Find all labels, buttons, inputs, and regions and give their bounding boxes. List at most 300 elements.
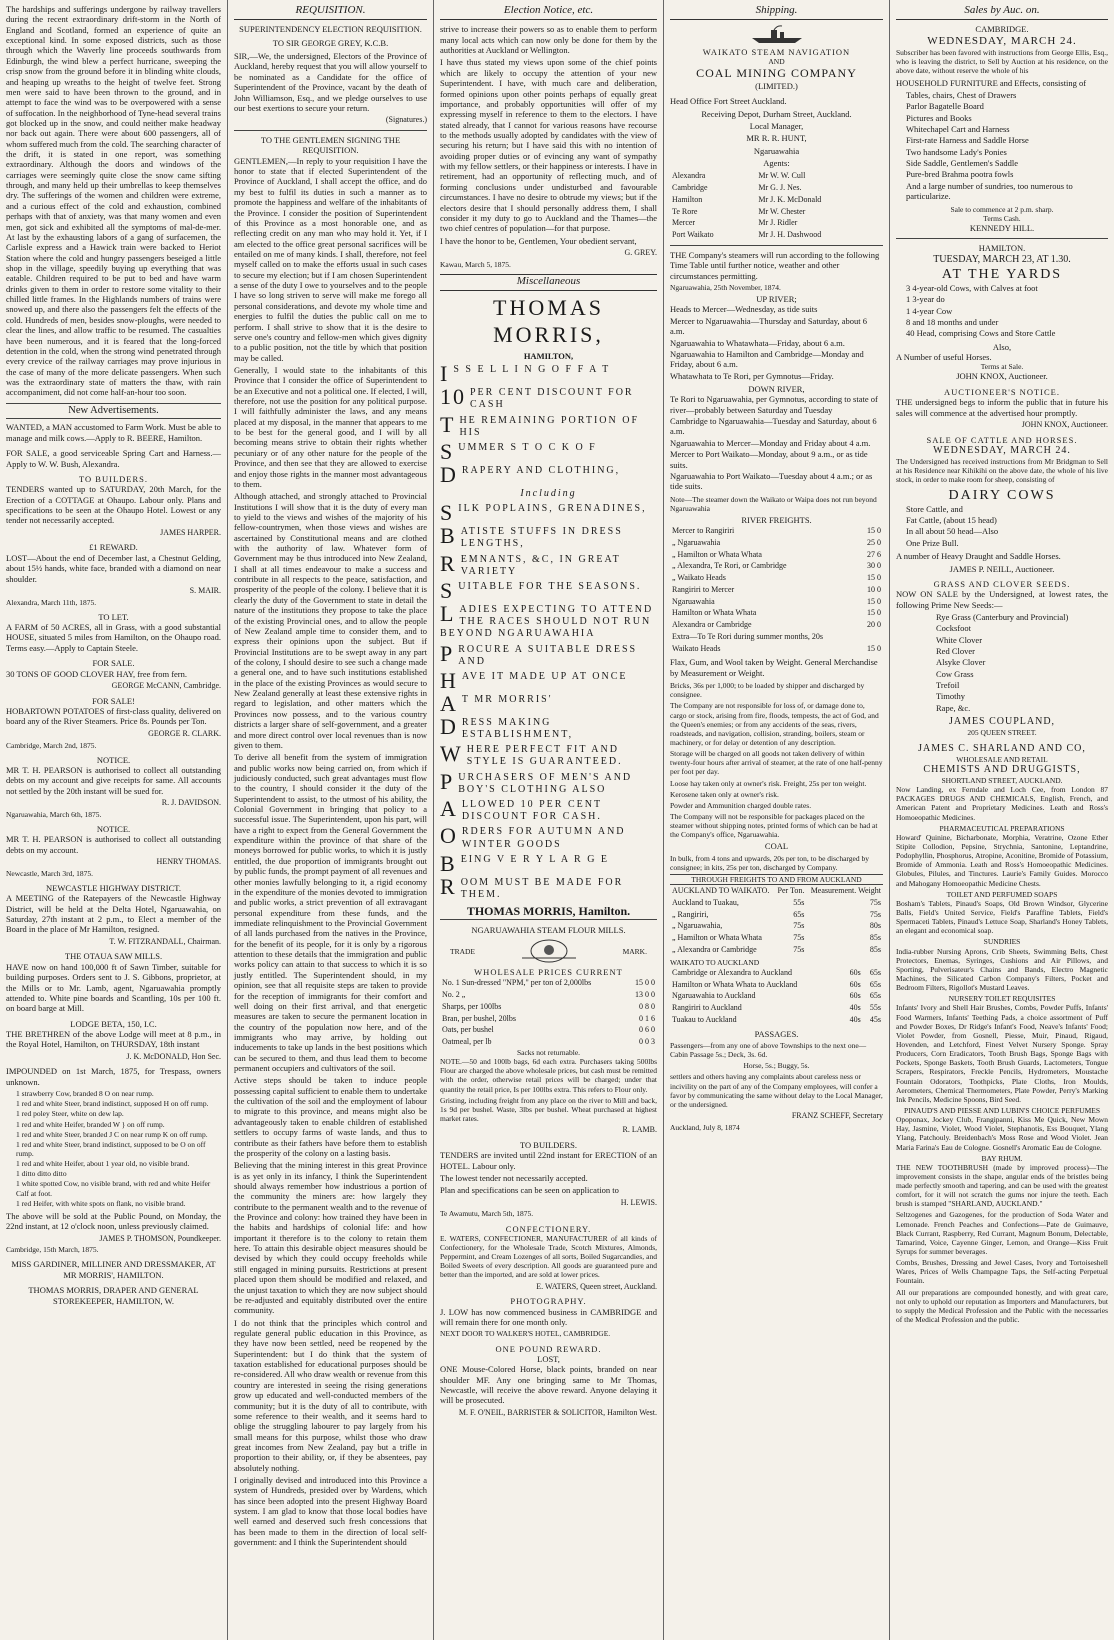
morris-line-text: HERE PERFECT FIT AND STYLE IS GUARANTEED. — [466, 744, 623, 768]
list-item: Heads to Mercer—Wednesday, as tide suits — [670, 304, 818, 315]
morris-line-text: ATISTE STUFFS IN DRESS LENGTHS, — [460, 526, 623, 550]
forsale3-title: FOR SALE! — [92, 695, 135, 706]
morris-line-text: ILK POPLAINS, GRENADINES, — [458, 503, 647, 515]
builders2-text: TENDERS are invited until 22nd instant for ERECTION of an HOTEL. Labour only. — [440, 1150, 657, 1171]
sale2-also: Also, — [992, 341, 1012, 352]
sale-cattle-horses — [896, 435, 1108, 574]
prices-table — [440, 977, 657, 1048]
drop-cap: P — [440, 768, 455, 794]
ad-sharland — [896, 743, 1108, 1325]
trade-label: TRADE — [450, 946, 475, 956]
sale2-date: TUESDAY, MARCH 23, AT 1.30. — [933, 253, 1071, 265]
table-row: Ngaruawahia to Auckland 60s 65s — [672, 991, 881, 1001]
table-row: „ Hamilton or Whata Whata 75s 85s — [672, 933, 881, 943]
list-item: Ngaruawahia to Mercer—Monday and Friday about 4 a.m. — [670, 437, 871, 448]
company-and: AND — [768, 57, 785, 67]
list-item: Whitechapel Cart and Harness — [906, 124, 1010, 135]
table-row: Bran, per bushel, 20lbs 0 1 6 — [442, 1013, 655, 1023]
list-item: 1 ditto ditto ditto — [16, 1169, 67, 1179]
complaints-signature: FRANZ SCHEFF, Secretary — [791, 1110, 883, 1120]
sale2-auctioneer: JOHN KNOX, Auctioneer. — [956, 371, 1048, 382]
bay-text-3: Combs, Brushes, Dressing and Jewel Cases, Ivory and Tortoiseshell Wares, Prices of Wells Champagne Taps, the Self-acting Perpetual Fountain. — [896, 1258, 1108, 1286]
manager-place: Ngaruawahia — [753, 145, 800, 156]
ad-for-sale-potatoes — [6, 696, 221, 750]
reply-title: TO THE GENTLEMEN SIGNING THE REQUISITION. — [260, 135, 401, 156]
powder-note: Powder and Ammunition charged double rates. — [670, 800, 812, 810]
sale1-list — [896, 90, 1108, 202]
drop-cap: D — [440, 713, 458, 739]
table-row: Ngaruawahia 15 0 — [672, 596, 881, 606]
through-table — [670, 885, 883, 956]
morris-line-text: T MR MORRIS' — [461, 693, 553, 705]
list-item: Red Clover — [936, 646, 975, 657]
mill-trademark — [450, 938, 647, 964]
gum-note: Flax, Gum, and Wool taken by Weight. General Merchandise by Measurement or Weight. — [670, 657, 878, 678]
sale3-more: A number of Heavy Draught and Saddle Horses. — [896, 551, 1061, 562]
ad-gardiner: MISS GARDINER, MILLINER AND DRESSMAKER, AT MR MORRIS', HAMILTON. — [11, 1259, 216, 1280]
morris-title: THOMAS MORRIS, — [493, 295, 604, 348]
reward-title: £1 REWARD. — [89, 542, 138, 553]
column-4-label: Shipping. — [670, 4, 883, 20]
builders-signature: JAMES HARPER. — [160, 527, 221, 537]
list-item: 3 4-year-old Cows, with Calves at foot — [906, 282, 1038, 293]
sharland-text: Now Landing, ex Ferndale and Loch Cee, from London 87 PACKAGES DRUGS AND CHEMICALS, English, French, and American Patent and Proprietary Medicines. Leath and Ross's Homoeopathic Medicines. — [896, 785, 1108, 822]
morris-line-text: RESS MAKING ESTABLISHMENT, — [461, 716, 574, 741]
tolet-text: A FARM of 50 ACRES, all in Grass, with a good substantial HOUSE, situated 5 miles from Hamilton, on the Ohaupo road. Terms easy.—Apply to Captain Steele. — [6, 622, 221, 653]
nursery-text: Infants' Ivory and Shell Hair Brushes, Combs, Powder Puffs, Infants' Food Warmers, Infants' Teething Pads, a choice assortment of Puff and Powder Boxes, Dr Ridge's Infant's Food, Neave's Infants' Food; Violet Powder, from Gosnell, Piesse, Muir, Pinaud, Rigaud, Hovenden, and Letchford, Finest Velvet Nursery Sponge. Spray Producers, Corn Eradicators, Tooth Brush Bags, Sponge Bags with Pockets, Sponge Baskets, Tooth Brush Guards, Lactometers, Tongue Scrapers, Respirators, Freckle Pencils, Hydrometers, Moustache Fountain Odorators, Toothpicks, Plate Cloths, Iron Moulds, Aerometers, Chemical Thermometers, Plate Powder, Perry's Marking Ink Pencils, Medicine Spoons, Bird Seed. — [896, 1003, 1108, 1104]
drop-cap: D — [440, 462, 458, 488]
list-item: In all about 50 head—Also — [906, 526, 999, 537]
morris-line — [440, 439, 657, 465]
railway-article — [6, 4, 221, 398]
bay-text-4: All our preparations are compounded honestly, and with great care, not only to uphold our reputation as Importers and Manufacturers, but to supply the Medical Profession and the Public with the necessaries of the Medical Profession and the public. — [896, 1287, 1108, 1325]
column-2-label: REQUISITION. — [234, 4, 427, 20]
company-header — [670, 24, 883, 91]
pound-signature: JAMES P. THOMSON, Poundkeeper. — [99, 1233, 221, 1243]
drop-cap: R — [440, 873, 457, 899]
ad-forsale-text: FOR SALE, a good serviceable Spring Cart and Harness.—Apply to W. W. Bush, Alexandra. — [6, 448, 221, 469]
reply-paragraph: Although attached, and strongly attached to Provincial Institutions I will show that it is the duty of every man to yield to the views and wishes of the majority of his fellow-countrymen, when those views and wishes are ascertained by Constitutional means and are clothed with the authority of law. Whatever form of Government may be thus introduced into New Zealand, I shall at all times endeavour to make a success and contribute in all respects to the peace, satisfaction, and prosperity of the people of the colony. I believe that it is clearly the duty of the Government to state in detail the nature of the institutions they propose to take the place of the existing Provincial ones, and to allow the people of New Zealand ample time to consider them, and to express their opinions upon the subject. But if Provincial Institutions are to be swept away in any part of the colony, I should desire to see such a change made a general one, and to have such institutions established in the place of the existing Provinces as would secure to New Zealand generally at least these extensive rights in regard to legislation, and other matters which the Provinces now possess, and to the various country districts a larger share of self-government, and a greater and more direct control over local revenues than is now given to them. — [234, 491, 427, 750]
continuation-close: I have the honor to be, Gentlemen, Your obedient servant, — [440, 235, 637, 246]
morris-line — [440, 600, 657, 641]
morris-line — [440, 690, 657, 716]
reply-paragraph: I originally devised and introduced into this Province a system of Hundreds, presided over by Wardens, which has since been adopted into the present Highway Board system. I am glad to know that those local bodies have well earned and deserved such fresh concessions that has been made to them in the direction of local self-government: and I think the Superintendent should — [234, 1475, 427, 1548]
list-item: 1 red Heifer, with white spots on flank, no visible brand. — [16, 1198, 186, 1208]
lost-signature: M. F. O'NEIL, BARRISTER & SOLICITOR, Hamilton West. — [458, 1407, 657, 1417]
list-item: 8 and 18 months and under — [906, 316, 999, 327]
ad-one-pound-reward — [440, 1344, 657, 1418]
table-row: Hamilton or Whata Whata 15 0 — [672, 608, 881, 618]
morris-line — [440, 667, 657, 693]
forsale2-text: 30 TONS OF GOOD CLOVER HAY, free from fern. — [6, 668, 188, 679]
table-row: Cambridge or Alexandra to Auckland 60s 65s — [672, 967, 881, 977]
sawmills-title: THE OTAUA SAW MILLS. — [64, 951, 163, 962]
column-5 — [890, 0, 1114, 1640]
table-row: „ Rangiriri, 65s 75s — [672, 909, 881, 919]
notice2-signature: HENRY THOMAS. — [156, 857, 221, 867]
list-item: 1 red and white Steer, branded J C on near rump K on off rump. — [16, 1129, 208, 1139]
sale3-date: WEDNESDAY, MARCH 24. — [933, 445, 1071, 457]
drop-cap: I — [440, 361, 450, 387]
reward-date: Alexandra, March 11th, 1875. — [6, 597, 97, 607]
notice2-text: MR T. H. PEARSON is authorised to collect all outstanding debts on my account. — [6, 834, 221, 855]
ad-notice-1 — [6, 755, 221, 819]
list-item: Ngaruawahia to Hamilton and Cambridge—Monday and Friday, about 6 a.m. — [670, 348, 864, 370]
seeds-list — [896, 612, 1108, 713]
list-item: 1 3-year do — [906, 294, 945, 305]
up-river-list — [670, 304, 883, 381]
morris-line-text: UITABLE FOR THE SEASONS. — [458, 580, 642, 592]
list-item: 1 red and white Heifer, branded W } on off rump. — [16, 1119, 165, 1129]
receiving-depot: Receiving Depot, Durham Street, Auckland. — [701, 108, 852, 119]
ad-saw-mills — [6, 951, 221, 1013]
passages-text: Passengers—from any one of above Townships to the next one—Cabin Passage 5s.; Deck, 3s. 6d. — [670, 1040, 867, 1060]
agents-label: Agents: — [763, 158, 790, 169]
morris-line-text: PER CENT DISCOUNT FOR CASH — [470, 387, 634, 411]
ad-for-sale-cart — [6, 448, 221, 469]
column-2 — [228, 0, 434, 1640]
list-item: Mercer to Port Waikato—Monday, about 9 a.m., or as tide suits. — [670, 449, 868, 470]
list-item: Ngaruawahia to Port Waikato—Tuesday about 4 a.m.; or as tide suits. — [670, 470, 873, 492]
drop-cap: A — [440, 796, 458, 822]
pound-reward-title: ONE POUND REWARD. — [495, 1343, 602, 1354]
drop-cap: B — [440, 850, 457, 876]
list-item: Two handsome Lady's Ponies — [906, 146, 1007, 157]
table-row: „ Ngaruawahia, 75s 80s — [672, 921, 881, 931]
divider — [234, 130, 427, 131]
sale2-list — [896, 283, 1108, 339]
list-item: Alsyke Clover — [936, 657, 986, 668]
morris-line-text: LLOWED 10 PER CENT DISCOUNT FOR CASH. — [461, 799, 602, 823]
tolet-title: TO LET. — [98, 611, 129, 622]
ad-reward — [6, 542, 221, 606]
down-river-list — [670, 394, 883, 491]
freights-title: RIVER FREIGHTS. — [741, 514, 812, 525]
down-river-title: DOWN RIVER, — [748, 384, 805, 394]
sharland-title: JAMES C. SHARLAND AND CO, — [918, 742, 1086, 754]
ad-to-let — [6, 612, 221, 653]
sale1-time: Sale to commence at 2 p.m. sharp. — [950, 204, 1054, 214]
morris-line-text: ROCURE A SUITABLE DRESS AND — [458, 643, 638, 667]
morris-line-text: OOM MUST BE MADE FOR THEM. — [460, 876, 624, 900]
list-item: And a large number of sundries, too numerous to particularize. — [906, 180, 1073, 202]
passages-title: PASSAGES. — [754, 1028, 799, 1039]
sale2-horses: A Number of useful Horses. — [896, 351, 992, 362]
highway-title: NEWCASTLE HIGHWAY DISTRICT. — [46, 882, 181, 893]
drop-cap: B — [440, 523, 457, 549]
storage-note: Storage will be charged on all goods not taken delivery of within twenty-four hours after arrival of steamer, at the rate of one half-penny per foot per day. — [670, 749, 883, 777]
table-row: Rangiriri to Mercer 10 0 — [672, 584, 881, 594]
table-row: Te Rore Mr W. Chester — [672, 206, 806, 216]
confectionery-text: E. WATERS, CONFECTIONER, MANUFACTURER of all kinds of Confectionery, for the Wholesale Trade, Scotch Mixtures, Almonds, Peppermint, and Cream Lozenges of all sorts, Boiled Sugarcandies, and Boiled Sweets of every description. All goods are guaranteed pure and better than the imported, and are sold at lower prices. — [440, 1233, 657, 1280]
reply-paragraph: To derive all benefit from the system of immigration and public works now being carried on, from which if judiciously conducted, such great advantages must flow to the country, I should consider it the duty of the Superintendent to assist, to the utmost of his ability, the Colonial Government in bringing that policy to a successful issue. The Superintendent, upon his part, will have a right to expect from the General Government the expenditure within the province of that share of the moneys borrowed for public works, to which it is justly entitled, the due proportion of immigrants brought out by public funds, the prompt payment of all revenues and other monies lawfully belonging to it, a rigid economy in the expenditure of the monies devoted to immigration and public works, a strict prevention of all extravagant personal expenditure from these funds, and the immediate relinquishment to the Provincial Government of all lands purchased from the natives in the Province, for the benefit of its people, for it is only by a rigorous attention to these details that the immigration and public works policy can attain to that success to which it is so justly entitled. The Superintendent should, in my opinion, see that all requisite steps are taken to provide for the reception of immigrants for their comfort and well doing on their first arrival, and that energetic measures are taken to secure the permanent location in the country of the population now here, and of the immigrants who may arrive, by holding out inducements to take up lands in the best positions which can be secured to them, and thus lead them to become permanent occupiers and cultivators of the soil. — [234, 752, 427, 1074]
table-row: Extra—To Te Rori during summer months, 20s — [672, 631, 823, 641]
list-item: Store Cattle, and — [906, 503, 963, 514]
continuation-date: Kawau, March 5, 1875. — [440, 259, 511, 269]
morris-line-text: UMMER S T O C K O F — [458, 442, 597, 454]
lost-title: LOST, — [537, 1353, 560, 1364]
seeds-signature: JAMES COUPLAND, — [948, 716, 1056, 728]
list-item: 1 red and white Steer, brand indistinct, supposed to be O on off rump. — [16, 1139, 206, 1159]
drop-cap: 10 — [440, 384, 466, 410]
requisition-to: TO SIR GEORGE GREY, K.C.B. — [272, 37, 389, 48]
forsale3-date: Cambridge, March 2nd, 1875. — [6, 740, 97, 750]
table-row: Hamilton or Whata Whata to Auckland 60s 65s — [672, 979, 881, 989]
auctioneers-notice — [896, 387, 1108, 430]
table-row: „ Alexandra, Te Rori, or Cambridge 30 0 — [672, 561, 881, 571]
table-row: Port Waikato Mr J. H. Dashwood — [672, 230, 822, 240]
morris-line-text: HE REMAINING PORTION OF HIS — [459, 414, 640, 438]
ad-highway — [6, 883, 221, 947]
reply-paragraph: Believing that the mining interest in this great Province is as yet only in its infancy, I think the Superintendent should always remember how industrious a portion of the community the miners are: how largely they contribute to the permanent wealth and to the revenue of the Province and colony: how trained they have been in the habits and hardships of colonial life: and how important it therefore is to the colony to retain them here. To attain this desirable object measures should be devised by which they could occupy freeholds while still engaged in mining pursuits. Restrictions at present placed upon them should be modified and relaxed, and the unjust taxation to which they are now subject should be re-adjusted and equitably distributed over the entire community. — [234, 1160, 427, 1316]
table-row: Auckland to Tuakau, 55s 75s — [672, 897, 881, 907]
seeds-address: 205 QUEEN STREET. — [967, 728, 1037, 738]
bay-text: THE NEW TOOTHBRUSH (made by improved process)—The improvement consists in the shape, angular ends of the bristles being made perfectly smooth and tapering, and can be used with the greatest comfort, for it will not scratch the gums nor injure the teeth. Each brush is stamped "SHARLAND, AUCKLAND." — [896, 1162, 1108, 1209]
toilet-text: Bosham's Tablets, Pinaud's Soaps, Old Brown Windsor, Glycerine Balls, Field's United Service, Field's Paraffine Tablets, Field's Spermaceti Tablets, Pinaud's Lettuce Soap, Sharland's Honey Tablets, an elegant and economical soap. — [896, 898, 1108, 936]
bay-title: BAY RHUM. — [981, 1153, 1023, 1163]
table-row: Oats, per bushel 0 6 0 — [442, 1025, 655, 1035]
forsale3-signature: GEORGE R. CLARK. — [148, 728, 221, 738]
company-title-2: COAL MINING COMPANY — [696, 66, 857, 81]
waikato-to-auckland-title: WAIKATO TO AUCKLAND — [670, 957, 760, 967]
list-item: Cocksfoot — [936, 623, 971, 634]
drop-cap: S — [440, 577, 455, 603]
toilet-title: TOILET AND PERFUMED SOAPS — [946, 889, 1058, 899]
sale3-text: The Undersigned has received instructions from Mr Bridgman to Sell at his Residence near Kihikihi on the above date, the whole of his live stock, in order to make room for sheep, consisting of — [896, 457, 1108, 485]
passages-text-2: Horse, 5s.; Buggy, 5s. — [743, 1061, 810, 1071]
ad-builders-hotel — [440, 1140, 657, 1219]
drop-cap: O — [440, 823, 458, 849]
morris-line-text: RDERS FOR AUTUMN AND WINTER GOODS — [461, 826, 626, 850]
reply-paragraph: I do not think that the principles which control and regulate general public education in this Province, as they have now been settled, need be reopened by the Superintendent: but I do think that the system of taxation established for educational purposes should be re-considered. All who draw wealth or revenue from this country are interested in seeing the rising generations grow up educated and well-conducted members of the community; but it is the duty of all to contribute, with some reference to their wealth, and it seems hard to oblige the struggling labourer to pay largely from his small means for this purpose, whilst those who draw great incomes from New Zealand, pay but a trifle in proportion to their ability, or, if they be absentees, pay absolutely nothing. — [234, 1317, 427, 1473]
list-item: Fat Cattle, (about 15 head) — [906, 515, 997, 526]
mill-signature: R. LAMB. — [622, 1125, 657, 1135]
morris-line — [440, 523, 657, 550]
notice2-date: Newcastle, March 3rd, 1875. — [6, 868, 94, 878]
column-3 — [434, 0, 664, 1640]
through-title: THROUGH FREIGHTS TO AND FROM AUCKLAND — [670, 874, 883, 885]
manager-name: MR R. R. HUNT, — [746, 133, 807, 144]
column-4 — [664, 0, 890, 1640]
morris-line-text: EMNANTS, &C, IN GREAT VARIETY — [460, 553, 621, 577]
morris-line-text: URCHASERS OF MEN'S AND BOY'S CLOTHING ALSO — [458, 771, 633, 795]
sale3-signature: JAMES P. NEILL, Auctioneer. — [949, 563, 1055, 574]
ad-confectionery — [440, 1224, 657, 1292]
prices-title: WHOLESALE PRICES CURRENT — [474, 967, 623, 978]
schedule-note: THE Company's steamers will run according to the following Time Table until further notice, weather and other circumstances permitting. — [670, 249, 880, 281]
builders-text: TENDERS wanted up to SATURDAY, 20th March, for the Erection of a COTTAGE at Ohaupo. Labour only. Plans and specifications to be seen at the Ohaupo Hotel. Lowest or any tender not necessarily accepted. — [6, 484, 221, 526]
table-row: Cambridge Mr G. J. Nes. — [672, 183, 802, 193]
morris-line — [440, 488, 657, 500]
ad-lodge — [6, 1019, 221, 1062]
schedule-date: Ngaruawahia, 25th November, 1874. — [670, 282, 781, 292]
highway-signature: T. W. FITZRANDALL, Chairman. — [109, 936, 221, 946]
kerosene-note: Kerosene taken only at owner's risk. — [670, 789, 779, 799]
drop-cap: H — [440, 667, 458, 693]
builders2-text-3: Plan and specifications can be seen on application to — [440, 1185, 619, 1196]
sale1-items-head: HOUSEHOLD FURNITURE and Effects, consisting of — [896, 77, 1087, 88]
sundries-text: India-rubber Nursing Aprons, Crib Sheets, Swimming Belts, Chest Protectors, Enemas, Syringes, Cushions and Air Pillows, and Sporting, Pulverisateur's Chains and Bands, Electro Magnetic Machines, the Silicated Carbon Company's Filters, Pocket and Bedroom Filters, Rigollot's Mustard Leaves. — [896, 946, 1108, 993]
bricks-note: Bricks, 36s per 1,000; to be loaded by shipper and discharged by consignee. — [670, 681, 865, 700]
list-item: White Clover — [936, 634, 983, 645]
list-item: Rye Grass (Canterbury and Provincial) — [936, 611, 1069, 622]
list-item: Tables, chairs, Chest of Drawers — [906, 89, 1017, 100]
ad-seeds — [896, 579, 1108, 738]
requisition-title: SUPERINTENDENCY ELECTION REQUISITION. — [239, 24, 422, 35]
morris-line — [440, 640, 657, 668]
builders2-title: TO BUILDERS. — [520, 1139, 577, 1150]
new-advertisements-heading: New Advertisements. — [6, 403, 221, 420]
table-row: „ Ngaruawahia 25 0 — [672, 537, 881, 547]
steamship-icon — [747, 24, 807, 44]
lodge-text: THE BRETHREN of the above Lodge will meet at 8 p.m., in the Royal Hotel, Hamilton, on THURSDAY, 18th instant — [6, 1029, 221, 1050]
table-row: Alexandra Mr W. W. Cull — [672, 171, 806, 181]
drop-cap: A — [440, 690, 458, 716]
list-item: Mercer to Ngaruawahia—Thursday and Saturday, about 6 a.m. — [670, 315, 868, 337]
pound-date: Cambridge, 15th March, 1875. — [6, 1245, 99, 1255]
drop-cap: W — [440, 741, 463, 767]
sundries-title: SUNDRIES — [983, 937, 1021, 947]
requisition — [234, 24, 427, 125]
morris-line — [440, 411, 657, 439]
packages-note: The Company will not be responsible for packages placed on the steamer without shipping notes, printed forms of which can be had at the Company's office, Ngaruawahia. — [670, 812, 878, 840]
photography-text: J. LOW has now commenced business in CAMBRIDGE and will remain there for one month only. — [440, 1306, 657, 1328]
list-item: 1 red and white Heifer, about 1 year old, no visible brand. — [16, 1159, 190, 1169]
list-item: 1 4-year Cow — [906, 305, 953, 316]
seeds-text: NOW ON SALE by the Undersigned, at lowest rates, the following Prime New Seeds:— — [896, 589, 1108, 610]
confectionery-signature: E. WATERS, Queen street, Auckland. — [536, 1281, 657, 1291]
auct-notice-text: THE undersigned begs to inform the public that in future his sales will commence at the advertised hour promptly. — [896, 397, 1108, 418]
list-item: Te Rori to Ngaruawahia, per Gymnotus, according to state of river—probably between Saturday and Tuesday — [670, 394, 878, 415]
morris-line — [440, 361, 657, 387]
drop-cap: S — [440, 439, 455, 465]
steamer-note: Note—The steamer down the Waikato or Waipa does not run beyond Ngaruawahia — [670, 494, 877, 513]
sale1-auctioneer: KENNEDY HILL. — [969, 222, 1035, 233]
list-item: Timothy — [936, 691, 965, 702]
drop-cap: S — [440, 500, 455, 526]
bay-text-2: Seltzogenes and Gazogenes, for the production of Soda Water and Lemonade. French Peaches and Confections—Pate de Guimauve, Black Currant, Raspberry, Red Currant, Magnum Bonum, Delectable, Tamarind, Voice, Cayenne Ginger, Lemon, and Orange—Kiss Fruit Syrups for summer beverages. — [896, 1210, 1108, 1257]
mill-sacks: Sacks not returnable. — [516, 1047, 581, 1057]
pharm-title: PHARMACEUTICAL PREPARATIONS — [939, 823, 1065, 833]
mill-note: NOTE.—50 and 100lb bags, 6d each extra. Purchasers taking 500lbs Flour are charged the above wholesale prices, but cash must be remitted with the order, otherwise retail prices will be charged; under that quantity the retail price, Is per 100lbs extra. This refers to Flour only. — [440, 1057, 657, 1094]
ad-thomas-morris — [440, 295, 657, 920]
table-header: AUCKLAND TO WAIKATO. Per Ton. Measurement. Weight — [672, 886, 881, 896]
reply-paragraph: GENTLEMEN,—In reply to your requisition I have the honor to state that if elected Superintendent of the Province of Auckland, I shall accept the office, and do my best to fulfil its duties in such a manner as to promote the happiness and welfare of the inhabitants of the Province. I consider the position of Superintendent of this Province as a most honorable one, and as reflecting credit on any man who may hold it. Yet, if I am elected to the office great personal sacrifices will be entailed on me of many kinds. I shall, therefore, not feel myself called on to make the efforts usual in such cases to secure my election; but if I am chosen Superintendent a sense of the duty I owe to yourselves and to the people I have so long striven to serve will make me forego all personal considerations, and devote my whole time and energies to fulfil the duties the public call on me to perform. I shall strive to show that it is the desire to serve one's country and fellow-men which gives dignity to a public position, not the title by which that position may be called. — [234, 155, 427, 363]
list-item: 1 strawberry Cow, branded 8 O on near rump. — [16, 1089, 154, 1099]
ad-notice-2 — [6, 824, 221, 878]
morris-subtitle: HAMILTON, — [523, 350, 574, 361]
continuation-text: strive to increase their powers so as to enable them to perform many local acts which can now only be done for them by the authorities at Auckland or Wellington. — [440, 24, 657, 56]
sale1-date: WEDNESDAY, MARCH 24. — [927, 34, 1077, 47]
morris-line — [440, 796, 657, 823]
morris-line — [440, 384, 657, 411]
builders2-date: Te Awamutu, March 5th, 1875. — [440, 1209, 534, 1219]
liability-note: The Company are not responsible for loss of, or damage done to, cargo or stock, arising from fire, floods, tempests, the act of God, and the Queen's enemies; or from any accidents of the seas, rivers, roadsteads, and navigation, collision, stranding, boilers, steam or machinery, or for delay or detention of any description. — [670, 701, 879, 748]
pinaud-text: Opoponax, Jockey Club, Frangipanni, Kiss Me Quick, New Mown Hay, Jasmine, Violet, Wood Violet, Stephanotis, Ess Bouquet, Ylang Ylang, Patchouly. Breidenbach's Moss Rose and Wood Violet. Jean Maria Farina's Eau de Cologne. Gosnell's Aromatic Eau de Cologne. — [896, 1115, 1108, 1152]
table-row: Alexandra or Cambridge 20 0 — [672, 620, 881, 630]
list-item: Rape, &c. — [936, 702, 971, 713]
pinaud-title: PINAUD'S AND PIESSE AND LUBIN'S CHOICE PERFUMES — [903, 1105, 1101, 1115]
morris-line — [440, 577, 657, 603]
coal-text: In bulk, from 4 tons and upwards, 20s per ton, to be discharged by consignee; in kits, 25s per ton, discharged by Company. — [670, 853, 869, 872]
list-item: Side Saddle, Gentlemen's Saddle — [906, 158, 1019, 169]
ad-photography — [440, 1296, 657, 1338]
column-5-label: Sales by Auc. on. — [896, 4, 1108, 20]
morris-line-text: ADIES EXPECTING TO ATTEND THE RACES SHOULD NOT RUN BEYOND NGARUAWAHIA — [440, 603, 654, 640]
table-row: Mercer to Rangiriri 15 0 — [672, 526, 881, 536]
notice1-date: Ngaruawahia, March 6th, 1875. — [6, 809, 102, 819]
builders-title: TO BUILDERS. — [79, 473, 148, 484]
seeds-title: GRASS AND CLOVER SEEDS. — [933, 578, 1071, 589]
table-row: No. 2 „ 13 0 0 — [442, 990, 655, 1000]
builders2-signature: H. LEWIS. — [620, 1197, 657, 1207]
notice2-title: NOTICE. — [96, 823, 131, 834]
table-row: Hamilton Mr J. K. McDonald — [672, 194, 822, 204]
morris-line — [440, 823, 657, 850]
table-row: Oatmeal, per lb 0 0 3 — [442, 1037, 655, 1047]
morris-line-text: Including — [520, 488, 577, 500]
requisition-text: SIR,—We, the undersigned, Electors of the Province of Auckland, hereby request that you will allow yourself to be nominated as a Candidate for the office of Superintendent of the Province, vacant by the death of John Williamson, Esq., and we pledge ourselves to use our best exertions to secure your return. — [234, 51, 427, 113]
reward-signature: S. MAIR. — [189, 585, 221, 595]
sale1-text: Subscriber has been favored with instructions from George Ellis, Esq., who is leaving the district, to Sell by Auction at his residence, on the above date, without reserve the whole of his — [896, 48, 1108, 76]
pound-list — [6, 1089, 221, 1208]
miscellaneous-heading: Miscellaneous — [440, 274, 657, 291]
sale3-list — [896, 504, 1108, 548]
manager-label: Local Manager, — [749, 120, 804, 131]
drop-cap: P — [440, 640, 455, 666]
lost-text: ONE Mouse-Colored Horse, black points, branded on near shoulder MF. Any one bringing same to Mr Thomas, Newcastle, will receive the above reward. Anyone delaying it will be prosecuted. — [440, 1364, 657, 1406]
reply-paragraph: Active steps should be taken to induce people possessing capital sufficient to enable them to undertake the cultivation of the soil and the employment of labour to migrate to this province, and means might also be advantageously taken to enable children of established settlers to occupy farms of waste lands, and thus to contribute as their fathers have before them to establish the prosperity of the colony on a lasting basis. — [234, 1075, 427, 1158]
morris-line-text: AVE IT MADE UP AT ONCE — [461, 670, 628, 682]
morris-line — [440, 550, 657, 578]
coal-title: COAL — [764, 841, 789, 852]
table-row: „ Hamilton or Whata Whata 27 6 — [672, 549, 881, 559]
morris-line-text: RAPERY AND CLOTHING, — [461, 465, 621, 477]
ad-impounded — [6, 1066, 221, 1254]
sale-hamilton — [896, 243, 1108, 382]
morris-line — [440, 873, 657, 901]
notice1-title: NOTICE. — [96, 754, 131, 765]
agents-table — [670, 170, 883, 241]
continuation-text-2: I have thus stated my views upon some of the chief points which are likely to occupy the attention of your new Superintendent. I have, with much care and deliberation, formed opinions upon other points perhaps of equally great importance, and probably opportunities will offer of my expressing myself in reference to them to the electors. I have stated already, that I cannot for various reasons have recourse to the methods usually adopted by candidates with the view of securing his return; but I have said this with no intention of avoiding proper duties or of evincing any want of sympathy with my fellow settlers, or their happiness or interests. I have in retirement, had an opportunity of reflecting much, and of forming conclusions under undisturbed and favourable circumstances. I have no desire to obtrude my views; but if the electors desire that I should personally address them, I shall consider it my duty to go to Auckland and the Thames—the two chief centres of population—for that purpose. — [440, 57, 657, 234]
waikato-auckland-table — [670, 967, 883, 1026]
morris-footer: THOMAS MORRIS, Hamilton. — [466, 904, 631, 919]
list-item: One Prize Bull. — [906, 537, 959, 548]
reply-letter — [234, 135, 427, 1548]
mark-label: MARK. — [622, 946, 647, 956]
sharland-title-2: CHEMISTS AND DRUGGISTS, — [923, 763, 1081, 775]
company-title-1: WAIKATO STEAM NAVIGATION — [702, 46, 851, 57]
morris-line — [440, 500, 657, 526]
photography-title: PHOTOGRAPHY. — [510, 1296, 587, 1307]
list-item: Parlor Bagatelle Board — [906, 101, 984, 112]
divider — [896, 238, 1108, 239]
sale1-terms: Terms Cash. — [983, 213, 1021, 223]
ad-builders — [6, 474, 221, 538]
letter-continuation — [440, 24, 657, 268]
forsale3-text: HOBARTOWN POTATOES of first-class quality, delivered on board any of the River Steamers. Price 8s. Pounds per Ton. — [6, 706, 221, 727]
list-item: Pure-bred Brahma pootra fowls — [906, 169, 1014, 180]
ad-for-sale-hay — [6, 658, 221, 690]
list-item: 1 red and white Steer, brand indistinct, supposed H on off rump. — [16, 1099, 209, 1109]
table-row: Tuakau to Auckland 40s 45s — [672, 1014, 881, 1024]
complaints-note: settlers and others having any complaints about careless ness or incivility on the part of any of the Company employees, will confer a favor by communicating the same without delay to the Local Manager, or the undersigned. — [670, 1072, 883, 1109]
table-row: Rangiriri to Auckland 40s 55s — [672, 1003, 881, 1013]
nursery-title: NURSERY TOILET REQUISITES — [948, 994, 1056, 1004]
ad-wanted-text: WANTED, a MAN accustomed to Farm Work. Must be able to manage and milk cows.—Apply to R. BEERE, Hamilton. — [6, 422, 221, 443]
morris-lines — [440, 361, 657, 901]
mill-note-2: Gristing, including freight from any place on the river to Mill and back, 1s 9d per bushel. Waste, 3lbs per bushel. Wheat purchased at highest market rates. — [440, 1095, 657, 1123]
